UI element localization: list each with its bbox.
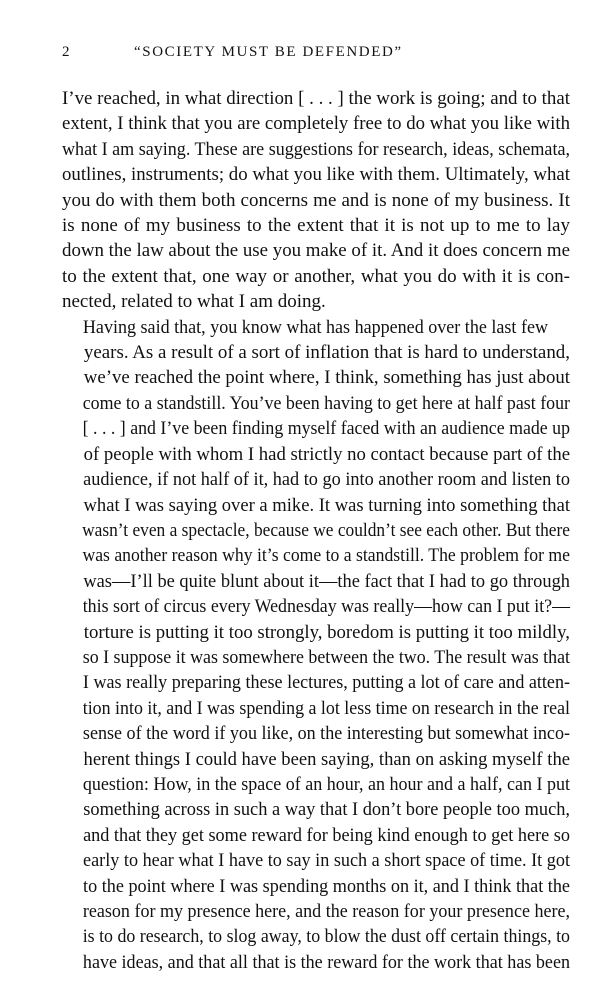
text-line: was—I’ll be quite blunt about it—the fact that I had to go through — [83, 570, 570, 592]
text-line: sense of the word if you like, on the interesting but somewhat inco- — [82, 723, 570, 745]
text-line: I was really preparing these lectures, putting a lot of care and atten- — [82, 672, 571, 694]
text-line: reason for my presence here, and the reason for your presence here, — [82, 901, 570, 922]
body-text — [62, 86, 570, 975]
page-number: 2 — [62, 44, 72, 60]
running-head — [62, 44, 542, 66]
text-line: [ . . . ] and I’ve been finding myself faced with an audience made up — [82, 418, 570, 440]
text-line: of people with whom I had strictly no contact because part of the — [83, 443, 571, 465]
text-line: torture is putting it too strongly, boredom is putting it too mildly, — [83, 621, 571, 643]
text-line: you do with them both concerns me and is none of my business. It — [62, 189, 570, 211]
text-line: early to hear what I have to say in such a short space of time. It got — [83, 850, 571, 872]
text-line: and that they get some reward for being kind enough to get here so — [83, 824, 570, 846]
text-line: to the point where I was spending months on it, and I think that the — [83, 875, 571, 897]
text-line: have ideas, and that all that is the reward for the work that has been — [82, 951, 570, 973]
text-line: something across in such a way that I don’t bore people too much, — [83, 799, 570, 821]
text-line: is to do research, to slog away, to blow the dust off certain things, to — [82, 926, 570, 948]
text-line: years. As a result of a sort of inflation that is hard to understand, — [83, 342, 570, 364]
text-line: outlines, instruments; do what you like with them. Ultimately, what — [62, 164, 570, 186]
text-line: come to a standstill. You’ve been having to get here at half past four — [82, 392, 570, 414]
text-line: extent, I think that you are completely free to do what you like with — [62, 113, 570, 135]
text-line: we’ve reached the point where, I think, something has just about — [83, 367, 570, 389]
text-line: wasn’t even a spectacle, because we couldn’t see each other. But there — [82, 519, 570, 541]
text-line: audience, if not half of it, had to go into another room and listen to — [83, 469, 570, 491]
text-line: I’ve reached, in what direction [ . . . ] the work is going; and to that — [62, 88, 570, 109]
paragraph — [62, 86, 570, 315]
text-line: so I suppose it was somewhere between the two. The result was that — [82, 646, 570, 668]
text-line: tion into it, and I was spending a lot less time on research in the real — [82, 697, 571, 719]
text-line: was another reason why it’s come to a standstill. The problem for me — [82, 545, 570, 567]
text-line: to the extent that, one way or another, what you do with it is con- — [62, 265, 570, 287]
text-line: down the law about the use you make of it. And it does concern me — [62, 240, 570, 262]
running-title: “SOCIETY MUST BE DEFENDED” — [134, 44, 403, 60]
text-line: what I am saying. These are suggestions for research, ideas, schemata, — [62, 138, 570, 160]
text-line: Having said that, you know what has happened over the last few — [82, 316, 548, 338]
text-line: nected, related to what I am doing. — [62, 291, 326, 313]
text-line: is none of my business to the extent that it is not up to me to lay — [62, 215, 570, 237]
text-line: question: How, in the space of an hour, an hour and a half, can I put — [82, 773, 570, 795]
text-line: herent things I could have been saying, than on asking myself the — [83, 748, 571, 770]
text-line: this sort of circus every Wednesday was really—how can I put it?— — [82, 596, 571, 618]
paragraph — [62, 315, 570, 976]
text-line: what I was saying over a mike. It was turning into something that — [83, 494, 570, 516]
